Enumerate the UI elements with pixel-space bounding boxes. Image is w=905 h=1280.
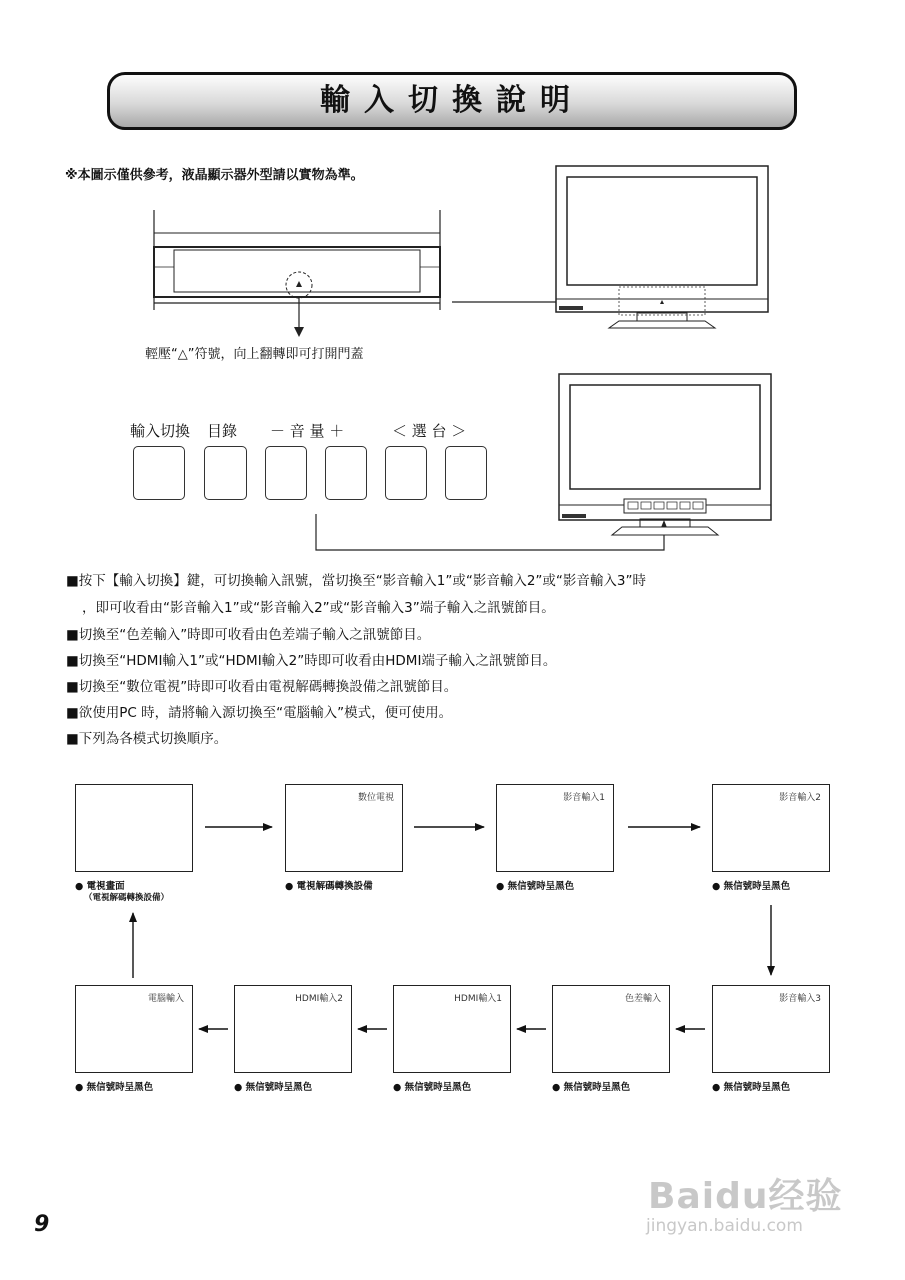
- flow-box-label: HDMI輸入2: [295, 994, 343, 1004]
- flow-caption: ● 無信號時呈黑色: [75, 1082, 154, 1093]
- flow-caption: ● 無信號時呈黑色: [496, 881, 575, 892]
- page-number: 9: [34, 1212, 50, 1237]
- instruction-line-5: ■切換至“數位電視”時即可收看由電視解碼轉換設備之訊號節目。: [66, 679, 458, 695]
- key-label-input: 輸入切換: [130, 422, 191, 440]
- flow-caption: ● 無信號時呈黑色: [712, 1082, 791, 1093]
- flow-box-label: 電腦輸入: [147, 994, 184, 1004]
- key-label-menu: 目錄: [207, 422, 238, 440]
- page-title: 輸入切換說明: [320, 83, 584, 118]
- flow-caption: ● 無信號時呈黑色: [552, 1082, 631, 1093]
- instruction-line-7: ■下列為各模式切換順序。: [66, 731, 228, 747]
- flow-caption: ● 無信號時呈黑色: [712, 881, 791, 892]
- flow-box-label: 影音輸入3: [779, 994, 821, 1004]
- flow-box-label: 影音輸入2: [779, 793, 821, 803]
- flow-caption: ● 無信號時呈黑色: [234, 1082, 313, 1093]
- instruction-line-4: ■切換至“HDMI輸入1”或“HDMI輸入2”時即可收看由HDMI端子輸入之訊號節目。: [66, 653, 557, 669]
- instruction-line-1: ■按下【輸入切換】鍵，可切換輸入訊號，當切換至“影音輸入1”或“影音輸入2”或“影音輸入3”時: [66, 573, 646, 589]
- key-label-volume: － 音 量 ＋: [270, 422, 345, 440]
- reference-note: ※本圖示僅供參考，液晶顯示器外型請以實物為準。: [65, 168, 364, 183]
- baidu-watermark-logo: Baidu经验: [648, 1176, 843, 1217]
- flow-box-label: 數位電視: [357, 793, 394, 803]
- flow-box-label: 影音輸入1: [563, 793, 605, 803]
- flow-box-label: 色差輸入: [624, 994, 661, 1004]
- flow-caption: ● 無信號時呈黑色: [393, 1082, 472, 1093]
- door-caption: 輕壓“△”符號，向上翻轉即可打開門蓋: [145, 347, 364, 362]
- flow-box-label: HDMI輸入1: [454, 994, 502, 1004]
- flow-caption: ● 電視畫面: [75, 881, 125, 892]
- flow-caption: ● 電視解碼轉換設備: [285, 881, 373, 892]
- instruction-line-6: ■欲使用PC 時，請將輸入源切換至“電腦輸入”模式，便可使用。: [66, 705, 453, 721]
- instruction-line-3: ■切換至“色差輸入”時即可收看由色差端子輸入之訊號節目。: [66, 627, 431, 643]
- key-label-channel: ＜ 選 台 ＞: [392, 422, 467, 440]
- flow-subcaption: （電視解碼轉換設備）: [84, 893, 170, 903]
- instruction-line-2: ，即可收看由“影音輸入1”或“影音輸入2”或“影音輸入3”端子輸入之訊號節目。: [82, 600, 555, 616]
- baidu-watermark-url: jingyan.baidu.com: [646, 1216, 803, 1236]
